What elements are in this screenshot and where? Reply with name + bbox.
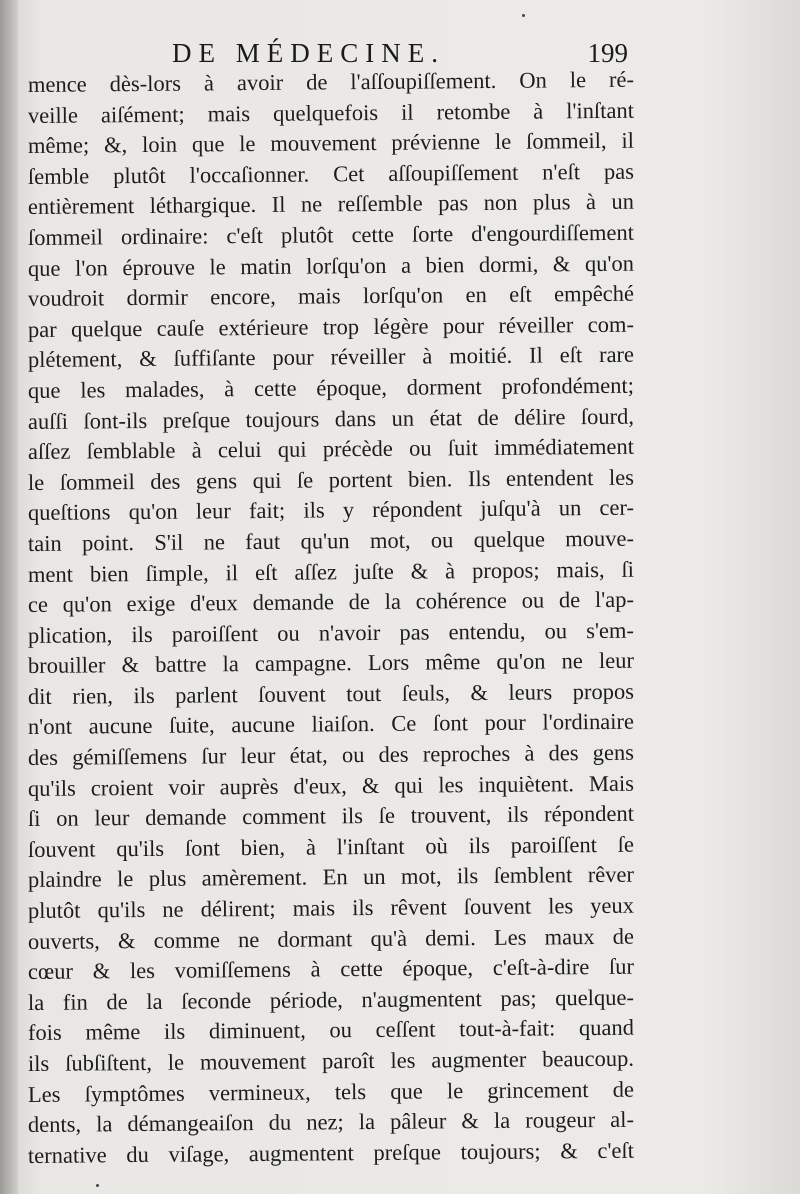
text-line: qu'ils croient voir auprès d'eux, & qui les inquiètent. Mais	[27, 770, 635, 801]
text-line: auſſi ſont-ils preſque toujours dans un état de délire ſourd,	[27, 403, 635, 434]
text-line: veille aiſément; mais quelquefois il retombe à l'inſtant	[27, 97, 635, 128]
text-line: la fin de la ſeconde période, n'augmentent pas; quelque-	[27, 984, 635, 1015]
ink-speck	[96, 1184, 99, 1187]
text-line: que les malades, à cette époque, dorment profondément;	[27, 372, 635, 403]
text-line: queſtions qu'on leur fait; ils y répondent juſqu'à un cer-	[27, 495, 635, 526]
ink-speck	[522, 14, 525, 17]
running-head-title: DE MÉDECINE.	[172, 38, 445, 68]
text-line: ſouvent qu'ils ſont bien, à l'inſtant où ils paroiſſent ſe	[27, 831, 635, 862]
text-line: brouiller & battre la campagne. Lors même qu'on ne leur	[27, 647, 635, 679]
page-number: 199	[587, 38, 628, 68]
text-line: aſſez ſemblable à celui qui précède ou ſuit immédiatement	[27, 433, 635, 465]
text-line: ment bien ſimple, il eſt aſſez juſte & à propos; mais, ſi	[27, 556, 635, 587]
text-line: des gémiſſemens ſur leur état, ou des reproches à des gens	[27, 739, 635, 771]
text-line: Les ſymptômes vermineux, tels que le grincement de	[27, 1076, 635, 1107]
text-line: n'ont aucune ſuite, aucune liaiſon. Ce ſont pour l'ordinaire	[27, 709, 635, 740]
text-line: voudroit dormir encore, mais lorſqu'on en eſt empêché	[27, 280, 635, 312]
text-line: ce qu'on exige d'eux demande de la cohérence ou de l'ap-	[27, 586, 635, 618]
text-line: plutôt qu'ils ne délirent; mais ils rêvent ſouvent les yeux	[27, 892, 635, 924]
text-line: tain point. S'il ne faut qu'un mot, ou quelque mouve-	[27, 525, 635, 556]
text-line: plication, ils paroiſſent ou n'avoir pas entendu, ou s'em-	[27, 617, 635, 648]
text-line: cœur & les vomiſſemens à cette époque, c'eſt-à-dire ſur	[27, 953, 635, 985]
text-line: plétement, & ſuffiſante pour réveiller à moitié. Il eſt rare	[27, 342, 635, 373]
text-line: ſemble plutôt l'occaſionner. Cet aſſoupiſſement n'eſt pas	[27, 158, 635, 189]
text-line: ternative du viſage, augmentent preſque toujours; & c'eſt	[27, 1137, 635, 1168]
text-line: même; &, loin que le mouvement prévienne le ſommeil, il	[27, 127, 635, 159]
text-line: par quelque cauſe extérieure trop légère pour réveiller com-	[27, 311, 635, 342]
page-gutter	[0, 0, 18, 1194]
text-line: plaindre le plus amèrement. En un mot, ils ſemblent rêver	[27, 862, 635, 893]
text-line: ſi on leur demande comment ils ſe trouvent, ils répondent	[27, 800, 635, 832]
text-line: mence dès-lors à avoir de l'aſſoupiſſement. On le ré-	[27, 66, 635, 97]
text-line: le ſommeil des gens qui ſe portent bien. Ils entendent les	[27, 464, 635, 495]
text-line: dit rien, ils parlent ſouvent tout ſeuls, & leurs propos	[27, 678, 635, 709]
body-text	[27, 66, 635, 1171]
text-line: que l'on éprouve le matin lorſqu'on a bien dormi, & qu'on	[27, 250, 635, 281]
text-line: dents, la démangeaiſon du nez; la pâleur & la rougeur al-	[27, 1106, 635, 1138]
text-line: ſommeil ordinaire: c'eſt plutôt cette ſorte d'engourdiſſement	[27, 219, 635, 250]
text-line: ils ſubſiſtent, le mouvement paroît les augmenter beaucoup.	[27, 1045, 635, 1076]
text-line: fois même ils diminuent, ou ceſſent tout-à-fait: quand	[27, 1015, 635, 1046]
text-line: entièrement léthargique. Il ne reſſemble pas non plus à un	[27, 189, 635, 220]
text-line: ouverts, & comme ne dormant qu'à demi. Les maux de	[27, 923, 635, 954]
